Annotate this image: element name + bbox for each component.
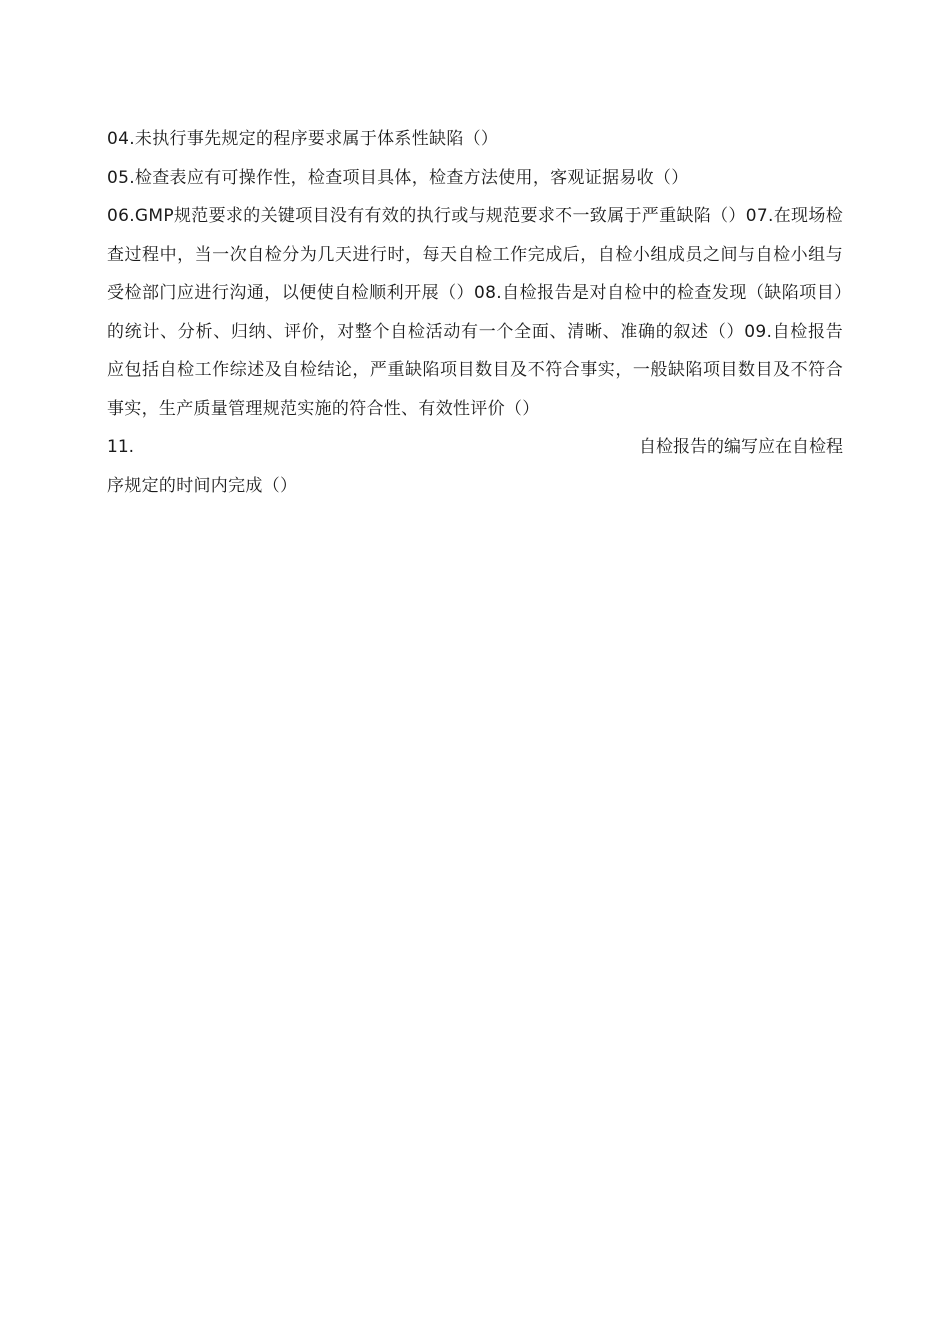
question-04: 04.未执行事先规定的程序要求属于体系性缺陷（）	[107, 129, 499, 149]
question-06-09: 06.GMP规范要求的关键项目没有有效的执行或与规范要求不一致属于严重缺陷（）07.在现场检查过程中，当一次自检分为几天进行时，每天自检工作完成后，自检小组成员之间与自检小组与受检部门应进行沟通，以便使自检顺利开展（）08.自检报告是对自检中的检查发现（缺陷项目）的统计、分析、归纳、评价，对整个自检活动有一个全面、清晰、准确的叙述（）09.自检报告应包括自检工作综述及自检结论，严重缺陷项目数目及不符合事实，一般缺陷项目数目及不符合事实，生产质量管理规范实施的符合性、有效性评价（）	[107, 206, 843, 419]
question-11-text-start: 自检报告的编写应在自检程	[639, 437, 843, 457]
question-11-number: 11.	[107, 437, 135, 457]
question-05: 05.检查表应有可操作性，检查项目具体，检查方法使用，客观证据易收（）	[107, 167, 689, 188]
document-body	[107, 120, 843, 505]
question-11-text-end: 序规定的时间内完成（）	[107, 475, 298, 496]
question-11-line	[107, 428, 843, 467]
